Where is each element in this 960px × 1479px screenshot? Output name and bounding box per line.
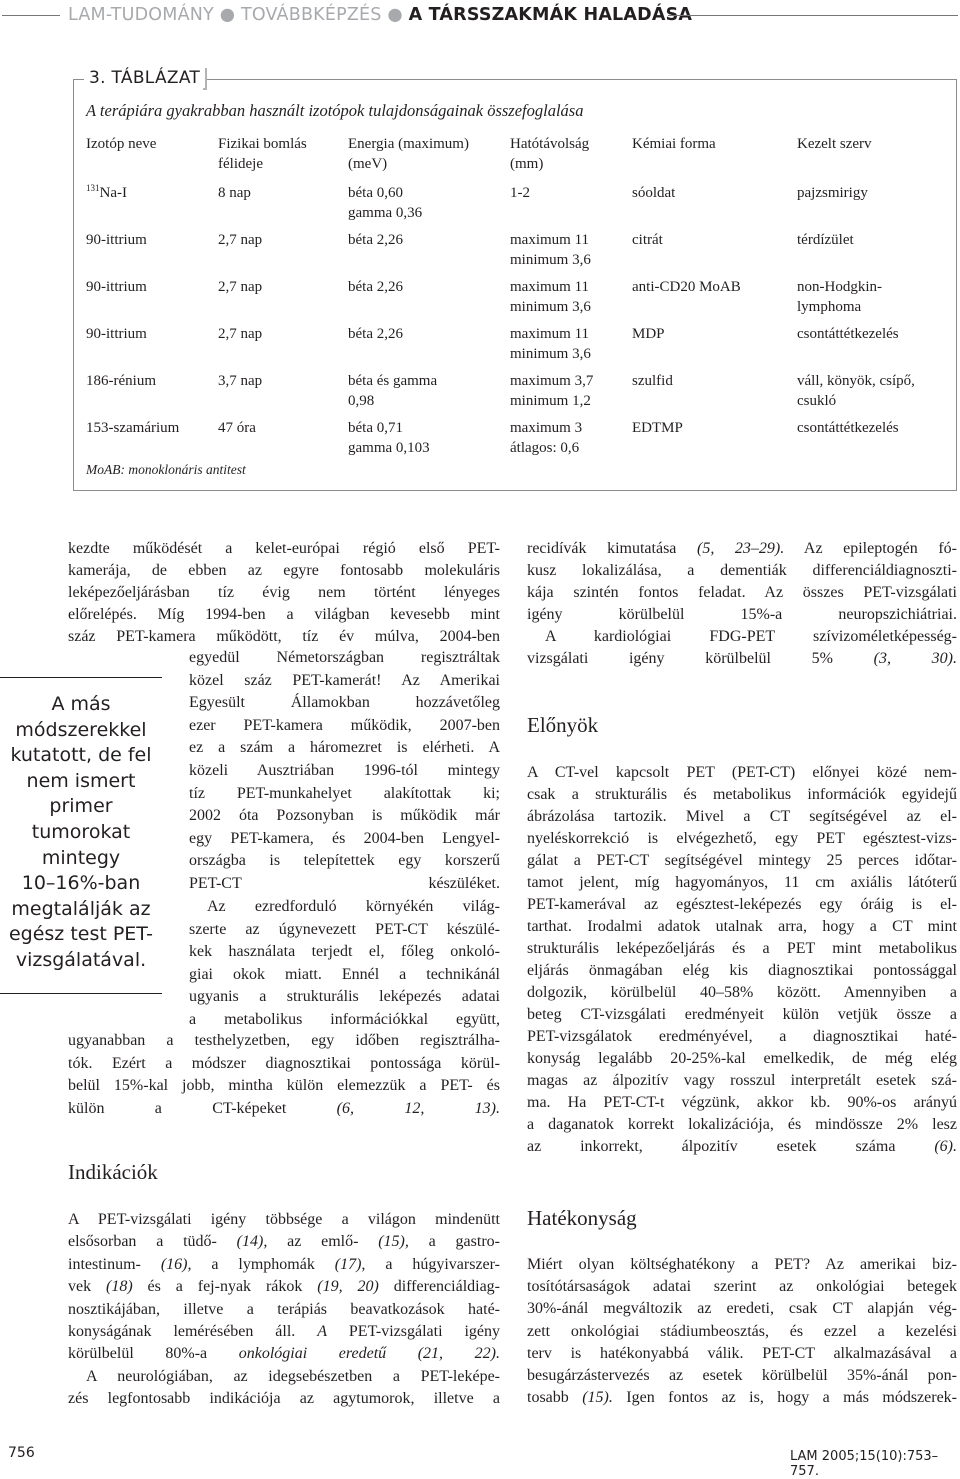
- table-cell-chemical-form: MDP: [632, 326, 665, 342]
- table-cell-isotope: 186-rénium: [86, 373, 156, 389]
- table-cell-range: 1-2: [510, 185, 530, 201]
- page-number: 756: [8, 1445, 35, 1461]
- table-cell-organ: pajzsmirigy: [797, 185, 868, 201]
- paragraph-pet-history: kezdte működését a kelet-európai régió első PET- kamerája, de ebben az egyre fontosabb molekuláris leképezőeljárásban tíz évig nem történt lényeges előrelépés. Míg 1994-ben a világban kevesebb mint száz PET-kamera működött, tíz év múlva, 2004-ben: [68, 540, 500, 645]
- table-cell-isotope: 90-ittrium: [86, 232, 147, 248]
- table-cell-energy: béta 0,60 gamma 0,36: [348, 185, 423, 221]
- table-cell-halflife: 2,7 nap: [218, 326, 263, 342]
- paragraph-indications: A PET-vizsgálati igény többsége a világon mindenütt elsősorban a tüdő- (14), az emlő- (15), a gastro- intestinum- (16), a lymphomák (17), a húgyivarszer- vek (18) és a fej-nyak rákok (19, 20) differenciáldiag- nosztikájában, illetve a terápiás beavatkozások haté- konyságának lemérésében áll. A PET-vizsgálati igény körülbelül 80%-a onkológiai eredetű (21, 22). A neurológiában, az idegsebészetben a PET-leképe- zés legfontosabb indikációja az agytumorok, illetve a: [68, 1211, 501, 1408]
- table-cell-energy: béta és gamma 0,98: [348, 373, 438, 409]
- table-cell-range: maximum 11 minimum 3,6: [510, 279, 591, 315]
- table-cell-chemical-form: sóoldat: [632, 185, 676, 201]
- paragraph-neuro-cardio: recidívák kimutatása (5, 23–29). Az epileptogén fó- kusz lokalizálása, a dementiák differenciáldiagnoszti- kája szintén fontos feladat. Az összes PET-vizsgálati igény körülbelül 15%-a neuropszichiátriai. A kardiológiai FDG-PET szívizoméletképesség- vizsgálati igény körülbelül 5% (3, 30).: [527, 540, 958, 667]
- table-cell-halflife: 47 óra: [218, 420, 256, 436]
- paragraph-cost-effectiveness: Miért olyan költséghatékony a PET? Az amerikai biz- tosítótársaságok adatai szerint az onkológiai betegek 30%-ánál megváltozik az eredeti, csak CT alapján vég- zett onkológiai stádiumbeosztás, és ezzel a kezelési terv is hatékonyabbá válik. PET-CT alkalmazásával a besugárzástervezés az esetek körülbelül 35%-ánál pon- tosabb (15). Igen fontos az is, hogy a más módszerek-: [527, 1256, 958, 1407]
- table-cell-isotope: $^{131}$Na-I: [86, 183, 127, 201]
- table-cell-organ: csontáttétkezelés: [797, 420, 899, 436]
- table-caption: A terápiára gyakrabban használt izotópok tulajdonságainak összefoglalása: [86, 101, 584, 120]
- pull-quote-text: A más módszerekkel kutatott, de fel nem ismert primer tumorokat mintegy 10–16%-ban megtalálják az egész test PET- vizsgálatával.: [8, 693, 154, 971]
- table-cell-range: maximum 3 átlagos: 0,6: [510, 420, 583, 456]
- table-cell-halflife: 2,7 nap: [218, 279, 263, 295]
- header-rule-left: [2, 15, 60, 16]
- table-cell-halflife: 8 nap: [218, 185, 251, 201]
- header-title: [68, 5, 692, 25]
- table-cell-chemical-form: anti-CD20 MoAB: [632, 279, 741, 295]
- pull-quote: [0, 677, 162, 1005]
- table-footnote: MoAB: monoklonáris antitest: [86, 462, 246, 477]
- paragraph-pet-ct: Az ezredforduló környékén világ- szerte az úgynevezett PET-CT készülé- kek használata terjedt el, főleg onkoló- giai okok miatt. Ennél a technikánál ugyanis a strukturális leképezés adatai a metabolikus információkkal együtt,: [189, 898, 500, 1028]
- table-cell-energy: béta 2,26: [348, 279, 403, 295]
- citation: (6, 12, 13).: [336, 1099, 501, 1117]
- table-cell-range: maximum 11 minimum 3,6: [510, 326, 591, 362]
- table-cell-range: maximum 3,7 minimum 1,2: [510, 373, 594, 409]
- table-cell-energy: béta 2,26: [348, 326, 403, 342]
- table-cell-chemical-form: EDTMP: [632, 420, 683, 436]
- heading-indikaciok: Indikációk: [68, 1160, 158, 1184]
- table-cell-chemical-form: szulfid: [632, 373, 673, 389]
- running-header: [0, 2, 960, 28]
- table-cell-organ: térdízület: [797, 232, 854, 248]
- table-cell-isotope: 153-szamárium: [86, 420, 180, 436]
- table-header-halflife: Fizikai bomlás félideje: [218, 136, 307, 172]
- header-section-tovabbkepzes: TOVÁBBKÉPZÉS: [240, 5, 382, 25]
- table-header-range: Hatótávolság (mm): [510, 136, 590, 172]
- table-cell-chemical-form: citrát: [632, 232, 663, 248]
- header-section-tarsszakmak: A TÁRSSZAKMÁK HALADÁSA: [408, 5, 693, 25]
- table-cell-organ: váll, könyök, csípő, csukló: [797, 373, 915, 409]
- table-header-isotope: Izotóp neve: [86, 136, 157, 152]
- table-cell-organ: csontáttétkezelés: [797, 326, 899, 342]
- header-bullet: ●: [387, 5, 403, 25]
- paragraph-pet-ct-continued: ugyanabban a testhelyzetben, egy időben regisztrálha- tók. Ezért a módszer diagnosztikai pontossága körül- belül 15%-kal jobb, mintha külön elemezzük a PET- és külön a CT-képeket (6, 12, 13).: [68, 1032, 501, 1117]
- table-cell-halflife: 3,7 nap: [218, 373, 263, 389]
- table-header-energy: Energia (maximum) (meV): [348, 136, 469, 172]
- table-cell-isotope: 90-ittrium: [86, 279, 147, 295]
- header-section-lam: LAM-TUDOMÁNY: [68, 5, 214, 25]
- journal-reference: LAM 2005;15(10):753–757.: [790, 1449, 939, 1479]
- table-cell-range: maximum 11 minimum 3,6: [510, 232, 591, 268]
- table-label: 3. TÁBLÁZAT: [84, 68, 205, 88]
- header-bullet: ●: [219, 5, 236, 25]
- table-cell-energy: béta 0,71 gamma 0,103: [348, 420, 430, 456]
- table-cell-halflife: 2,7 nap: [218, 232, 263, 248]
- paragraph-advantages: A CT-vel kapcsolt PET (PET-CT) előnyei közé nem- csak a strukturális és metabolikus információk egyidejű ábrázolása tartozik. Mivel a CT segítségével az el- nyeléskorrekció is elvégezhető, egy PET egésztest-vizs- gálat a PET-CT segítségével mintegy 25 perces időtar- tamot jelent, míg hagyományos, 11 cm axiális látóterű PET-kamerával az egésztest-leképezés egy óráig is el- tarthat. Irodalmi adatok utalnak arra, hogy a CT mint strukturális leképezőeljárás és a PET mint metabolikus eljárás önmagában elég kis diagnosztikai pontossággal dolgozik, körülbelül 40–58% között. Amennyiben a beteg CT-vizsgálati eredményeit külön vetjük össze a PET-vizsgálatok eredményével, a diagnosztikai haté- konyság legalább 20-25%-kal emelkedik, de még elég magas az álpozitív vagy rosszul interpretált esetek szá- ma. Ha PET-CT-t végzünk, akkor kb. 90%-os arányú a daganatok korrekt lokalizációja, és mindössze 2% lesz az inkorrekt, álpozitív esetek száma (6).: [527, 764, 957, 1155]
- table-cell-isotope: 90-ittrium: [86, 326, 147, 342]
- header-rule-right: [668, 15, 958, 16]
- table-header-organ: Kezelt szerv: [797, 136, 872, 152]
- pull-quote-rule-top: [0, 677, 162, 678]
- pull-quote-rule-bottom: [0, 993, 162, 994]
- heading-elonyok: Előnyök: [527, 713, 599, 737]
- paragraph-pet-history-continued: egyedül Németországban regisztráltak közel száz PET-kamerát! Az Amerikai Egyesült Államokban hozzávetőleg ezer PET-kamera működik, 2007-ben ez a szám a háromezret is elérheti. A közeli Ausztriában 1996-tól mintegy tíz PET-munkahelyet alakítottak ki; 2002 óta Pozsonyban is működik már egy PET-kamera, és 2004-ben Lengyel- országba is telepítettek egy korszerű PET-CT készüléket.: [189, 649, 500, 892]
- heading-hatekonysag: Hatékonyság: [527, 1206, 637, 1230]
- table-cell-organ: non-Hodgkin- lymphoma: [797, 279, 882, 315]
- table-header-chemical-form: Kémiai forma: [632, 136, 716, 152]
- table-cell-energy: béta 2,26: [348, 232, 403, 248]
